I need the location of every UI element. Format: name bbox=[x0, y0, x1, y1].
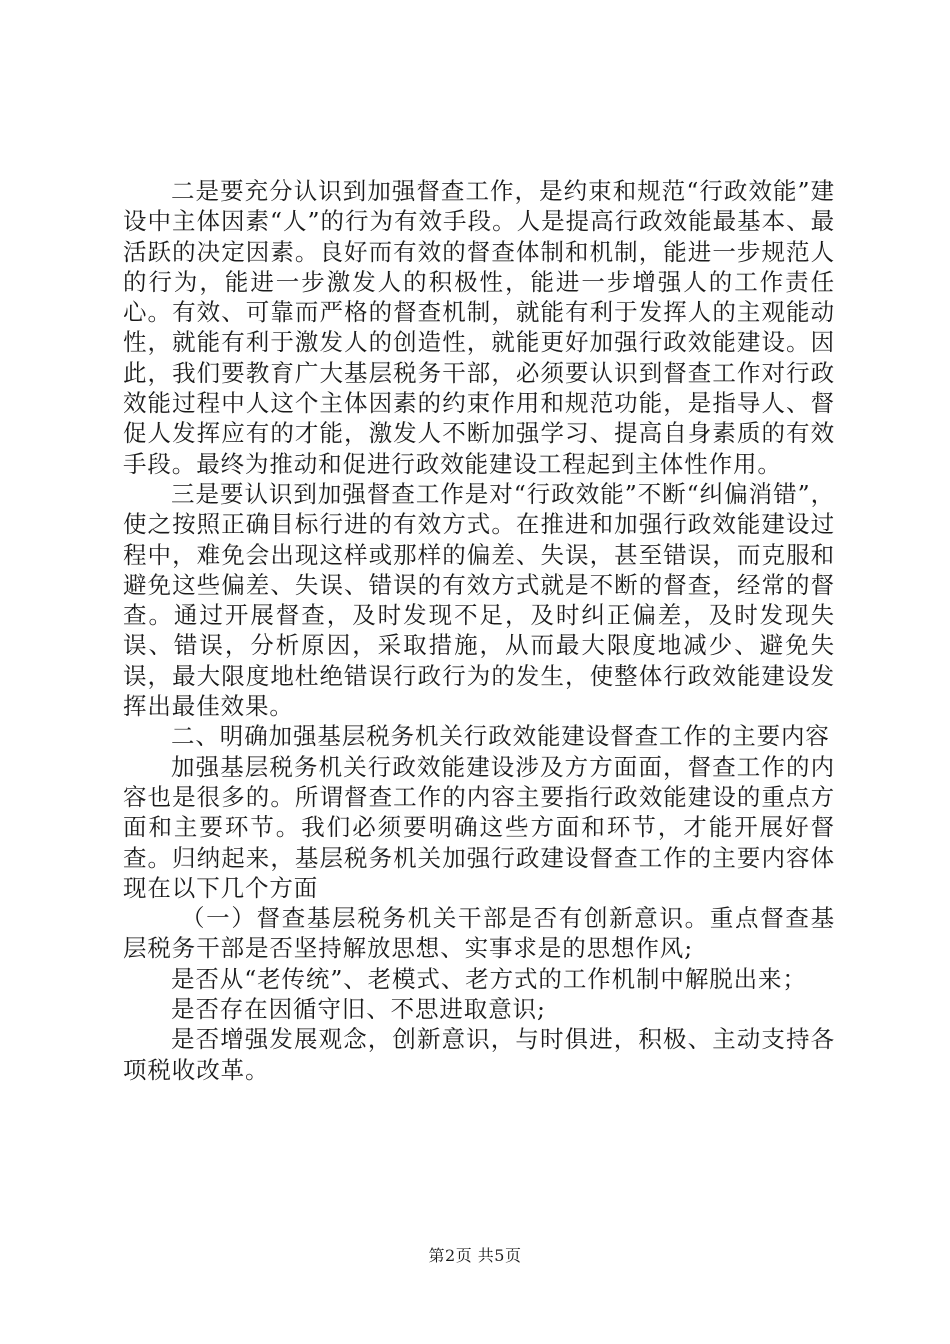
paragraph-question-conservative: 是否存在因循守旧、不思进取意识; bbox=[171, 995, 546, 1024]
paragraph-section-intro: 加强基层税务机关行政效能建设涉及方方面面，督查工作的内容也是很多的。所谓督查工作的内容主要指行政效能建设的重点方面和主要环节。我们必须要明确这些方面和环节，才能开展好督查。归纳起来，基层税务机关加强行政建设督查工作的主要内容体现在以下几个方面 bbox=[123, 752, 835, 902]
paragraph-question-tradition: 是否从“老传统”、老模式、老方式的工作机制中解脱出来； bbox=[171, 964, 807, 993]
paragraph-third-point: 三是要认识到加强督查工作是对“行政效能”不断“纠偏消错”，使之按照正确目标行进的有效方式。在推进和加强行政效能建设过程中，难免会出现这样或那样的偏差、失误，甚至错误，而克服和避免这些偏差、失误、错误的有效方式就是不断的督查，经常的督查。通过开展督查，及时发现不足，及时纠正偏差，及时发现失误、错误，分析原因，采取措施，从而最大限度地减少、避免失误，最大限度地杜绝错误行政行为的发生，使整体行政效能建设发挥出最佳效果。 bbox=[123, 479, 835, 721]
paragraph-second-point: 二是要充分认识到加强督查工作，是约束和规范“行政效能”建设中主体因素“人”的行为有效手段。人是提高行政效能最基本、最活跃的决定因素。良好而有效的督查体制和机制，能进一步规范人的行为，能进一步激发人的积极性，能进一步增强人的工作责任心。有效、可靠而严格的督查机制，就能有利于发挥人的主观能动性，就能有利于激发人的创造性，就能更好加强行政效能建设。因此，我们要教育广大基层税务干部，必须要认识到督查工作对行政效能过程中人这个主体因素的约束作用和规范功能，是指导人、督促人发挥应有的才能，激发人不断加强学习、提高自身素质的有效手段。最终为推动和促进行政效能建设工程起到主体性作用。 bbox=[123, 177, 835, 478]
paragraph-item-one: （一）督查基层税务机关干部是否有创新意识。重点督查基层税务干部是否坚持解放思想、实事求是的思想作风; bbox=[123, 904, 835, 963]
page-number-footer: 第2页 共5页 bbox=[428, 1246, 522, 1265]
paragraph-question-innovation: 是否增强发展观念，创新意识，与时俱进，积极、主动支持各项税收改革。 bbox=[123, 1025, 835, 1084]
section-heading: 二、明确加强基层税务机关行政效能建设督查工作的主要内容 bbox=[171, 722, 830, 751]
document-body bbox=[123, 176, 835, 1085]
